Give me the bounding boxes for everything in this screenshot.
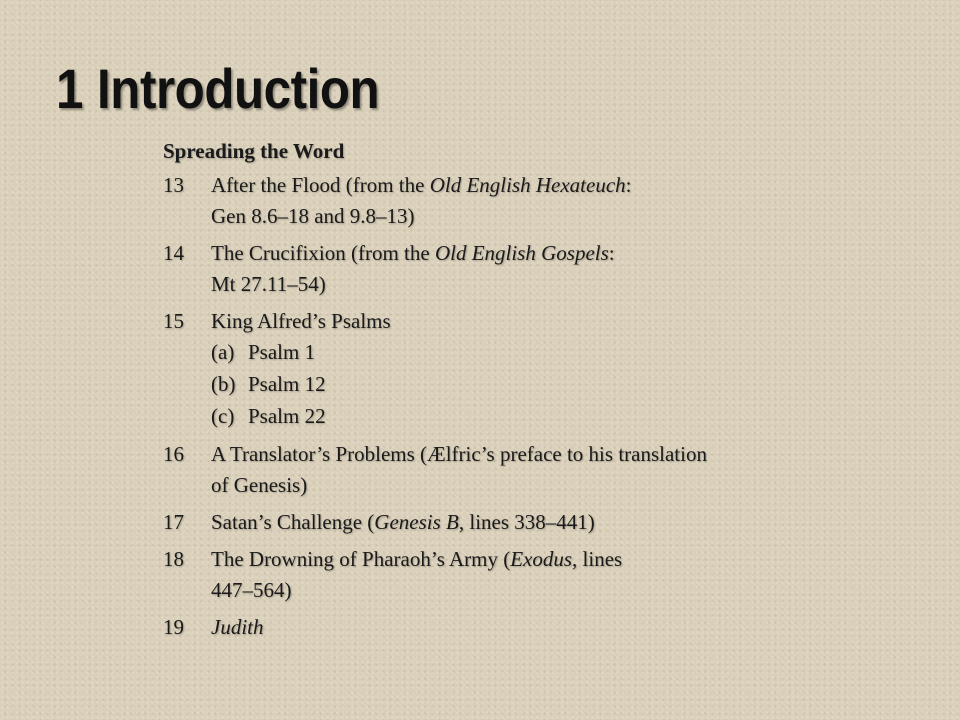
- sub-item-letter: (a): [211, 340, 235, 364]
- item-number: 13: [163, 173, 184, 197]
- list-item: [163, 306, 843, 433]
- section-title: Spreading the Word: [163, 139, 345, 163]
- item-number: 16: [163, 442, 184, 466]
- list-item: [163, 439, 843, 501]
- item-text-part: The Crucifixion (from the: [211, 241, 435, 265]
- item-italic-title: Genesis B: [374, 510, 459, 534]
- sub-item-letter: (b): [211, 372, 236, 396]
- item-text-line: Gen 8.6–18 and 9.8–13): [211, 204, 415, 228]
- table-of-contents: [163, 136, 843, 649]
- item-italic-title: Old English Gospels: [434, 241, 609, 265]
- item-text-part: :: [625, 173, 632, 197]
- item-text-part: Satan’s Challenge (: [211, 510, 375, 534]
- item-text: [211, 170, 843, 232]
- list-item: [163, 238, 843, 300]
- item-number: 18: [163, 547, 184, 571]
- item-text-line: King Alfred’s Psalms: [211, 309, 391, 333]
- list-item: [163, 612, 843, 643]
- list-item: [163, 507, 843, 538]
- heading-title: Introduction: [97, 57, 380, 120]
- item-text-part: The Drowning of Pharaoh’s Army (: [211, 547, 511, 571]
- sub-item: [211, 337, 843, 369]
- item-text-part: , lines: [572, 547, 623, 571]
- item-number: 17: [163, 510, 184, 534]
- list-item: [163, 170, 843, 232]
- item-number: 14: [163, 241, 184, 265]
- heading-number: 1: [56, 57, 83, 120]
- item-text: [211, 306, 843, 433]
- item-text: [211, 507, 843, 538]
- sub-item-letter: (c): [211, 404, 235, 428]
- list-item: [163, 544, 843, 606]
- item-text: [211, 544, 843, 606]
- item-text-line: Mt 27.11–54): [211, 272, 326, 296]
- item-text-part: :: [608, 241, 615, 265]
- item-text-line: 447–564): [211, 578, 292, 602]
- sub-item: [211, 401, 843, 433]
- item-text-part: After the Flood (from the: [211, 173, 430, 197]
- sub-item: [211, 369, 843, 401]
- item-italic-title: Judith: [211, 615, 264, 639]
- item-text: [211, 238, 843, 300]
- item-italic-title: Old English Hexateuch: [429, 173, 626, 197]
- item-text: [211, 439, 843, 501]
- item-italic-title: Exodus: [510, 547, 573, 571]
- item-text-part: , lines 338–441): [458, 510, 595, 534]
- sub-item-text: Psalm 22: [248, 404, 326, 428]
- item-number: 15: [163, 309, 184, 333]
- sub-item-text: Psalm 12: [248, 372, 326, 396]
- sub-item-text: Psalm 1: [248, 340, 316, 364]
- item-text-line: of Genesis): [211, 473, 308, 497]
- item-number: 19: [163, 615, 184, 639]
- item-text-line: A Translator’s Problems (Ælfric’s preface to his translation: [211, 442, 707, 466]
- slide-heading: [56, 56, 379, 122]
- item-text: [211, 612, 843, 643]
